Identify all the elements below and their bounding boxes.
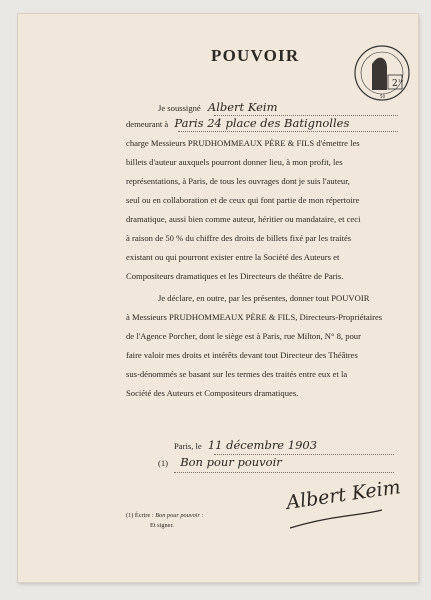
footnote-italic: Bon pour pouvoir <box>155 512 200 519</box>
address-value: Paris 24 place des Batignolles <box>174 116 350 130</box>
body-line: représentations, à Paris, de tous les ouvrages dont je suis l'auteur, <box>126 176 350 186</box>
body-line: charge Messieurs PRUDHOMMEAUX PÈRE & FILS d'émettre les <box>126 138 360 148</box>
footnote <box>126 511 203 531</box>
address-line <box>178 131 398 132</box>
body-line: à raison de 50 % du chiffre des droits de billets fixé par les traités <box>126 233 352 243</box>
date-place: Paris, le <box>174 441 202 451</box>
signature-text: Albert Keim <box>285 476 402 514</box>
document-title: POUVOIR <box>211 46 300 65</box>
body-line: sus-dénommés se basant sur les termes des traités entre eux et la <box>126 369 348 379</box>
body-line: Je déclare, en outre, par les présentes, donner tout POUVOIR <box>158 293 370 303</box>
svg-text:50: 50 <box>380 94 386 99</box>
date-value: 11 décembre 1903 <box>207 438 318 452</box>
note-marker: (1) <box>158 458 169 468</box>
svg-text:10: 10 <box>398 78 404 83</box>
body-line: faire valoir mes droits et intérêts devant tout Directeur des Théâtres <box>126 350 358 360</box>
signatory-label: Je soussigné <box>158 103 201 113</box>
signature <box>285 476 402 539</box>
body-line: existant ou qui pourront exister entre la Société des Auteurs et <box>126 252 340 262</box>
document-sheet <box>18 14 418 582</box>
body-line: dramatique, aussi bien comme auteur, héritier ou mandataire, et ceci <box>126 214 361 224</box>
approval-line <box>174 472 394 473</box>
body-line: Société des Auteurs et Compositeurs dramatiques. <box>126 388 299 398</box>
body-line: à Messieurs PRUDHOMMEAUX PÈRE & FILS, Directeurs-Propriétaires <box>126 312 383 322</box>
footnote-prefix: (1) Écrire : <box>126 512 154 519</box>
footnote-suffix: : <box>201 512 204 519</box>
body-line: seul ou en collaboration et de ceux qui font partie de mon répertoire <box>126 195 360 205</box>
footnote-sign: Et signer. <box>150 522 174 529</box>
body-line: billets d'auteur auxquels pourront donner lieu, à mon profit, les <box>126 157 343 167</box>
svg-text:2: 2 <box>392 79 398 89</box>
fiscal-stamp-icon <box>354 42 410 104</box>
signatory-name: Albert Keim <box>207 100 278 114</box>
body-line: de l'Agence Porcher, dont le siège est à Paris, rue Milton, N° 8, pour <box>126 331 361 341</box>
approval-note: Bon pour pouvoir <box>180 455 282 469</box>
address-label: demeurant à <box>126 119 169 129</box>
body-line: Compositeurs dramatiques et les Directeurs de théâtre de Paris. <box>126 271 344 281</box>
